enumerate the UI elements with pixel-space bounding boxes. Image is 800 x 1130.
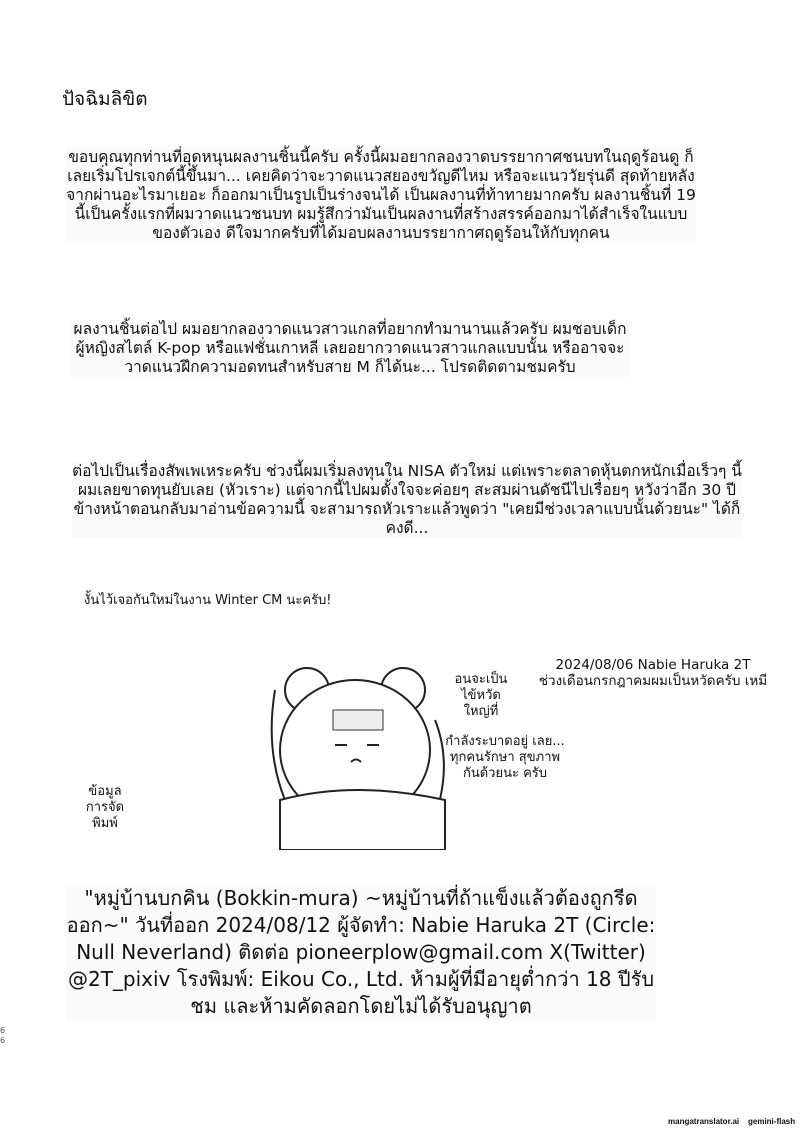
- watermark-site: mangatranslator.ai: [668, 1117, 740, 1126]
- author-note-text: ช่วงเดือนกรกฎาคมผมเป็นหวัดครับ เหมี: [538, 673, 768, 689]
- speech-bubble-1: อนจะเป็น ไข้หวัด ใหญ่ที่: [454, 672, 508, 719]
- paragraph-farewell: งั้นไว้เจอกันใหม่ในงาน Winter CM นะครับ!: [84, 593, 332, 608]
- publication-info-label: ข้อมูล การจัด พิมพ์: [85, 784, 125, 831]
- paragraph-next-work: ผลงานชิ้นต่อไป ผมอยากลองวาดแนวสาวแกลที่อยากทำมานานแล้วครับ ผมชอบเด็กผู้หญิงสไตล์ K-pop หรือแฟชั่นเกาหลี เลยอยากวาดแนวสาวแกลแบบนั้น หรืออาจจะวาดแนวฝึกความอดทนสำหรับสาย M ก็ได้นะ... โปรดติดตามชมครับ: [70, 320, 630, 377]
- paragraph-thanks: ขอบคุณทุกท่านที่อุดหนุนผลงานชิ้นนี้ครับ ครั้งนี้ผมอยากลองวาดบรรยากาศชนบทในฤดูร้อนดู ก็เลยเริ่มโปรเจกต์นี้ขึ้นมา... เคยคิดว่าจะวาดแนวสยองขวัญดีไหม หรือจะแนววัยรุ่นดี สุดท้ายหลังจากผ่านอะไรมาเยอะ ก็ออกมาเป็นรูปเป็นร่างจนได้ เป็นผลงานที่ท้าทายมากครับ ผลงานชิ้นที่ 19 นี้เป็นครั้งแรกที่ผมวาดแนวชนบท ผมรู้สึกว่ามันเป็นผลงานที่สร้างสรรค์ออกมาได้สำเร็จในแบบของตัวเอง ดีใจมากครับที่ได้มอบผลงานบรรยากาศฤดูร้อนให้กับทุกคน: [66, 148, 696, 242]
- paragraph-misc: ต่อไปเป็นเรื่องสัพเพเหระครับ ช่วงนี้ผมเริ่มลงทุนใน NISA ตัวใหม่ แต่เพราะตลาดหุ้นตกหนักเมื่อเร็วๆ นี้ ผมเลยขาดทุนยับเลย (หัวเราะ) แต่จากนี้ไปผมตั้งใจจะค่อยๆ สะสมผ่านดัชนีไปเรื่อยๆ หวังว่าอีก 30 ปีข้างหน้าตอนกลับมาอ่านข้อความนี้ จะสามารถหัวเราะแล้วพูดว่า "เคยมีช่วงเวลาแบบนั้นด้วยนะ" ได้ก็คงดี...: [72, 462, 742, 537]
- speech-bubble-2: กำลังระบาดอยู่ เลย... ทุกคนรักษา สุขภาพกันด้วยนะ ครับ: [445, 734, 565, 781]
- sick-character-illustration: [255, 650, 455, 850]
- author-note-date: 2024/08/06 Nabie Haruka 2T: [555, 657, 751, 673]
- page-number: 6 6: [0, 1026, 6, 1045]
- colophon: "หมู่บ้านบกคิน (Bokkin-mura) ~หมู่บ้านที่ถ้าแข็งแล้วต้องถูกรีดออก~" วันที่ออก 2024/08/12 ผู้จัดทำ: Nabie Haruka 2T (Circle: Null Neverland) ติดต่อ pioneerplow@gmail.com X(Twitter) @2T_pixiv โรงพิมพ์: Eikou Co., Ltd. ห้ามผู้ที่มีอายุต่ำกว่า 18 ปีรับชม และห้ามคัดลอกโดยไม่ได้รับอนุญาต: [66, 886, 656, 1018]
- watermark-model: gemini-flash: [748, 1117, 796, 1126]
- page-title: ปัจฉิมลิขิต: [62, 88, 148, 110]
